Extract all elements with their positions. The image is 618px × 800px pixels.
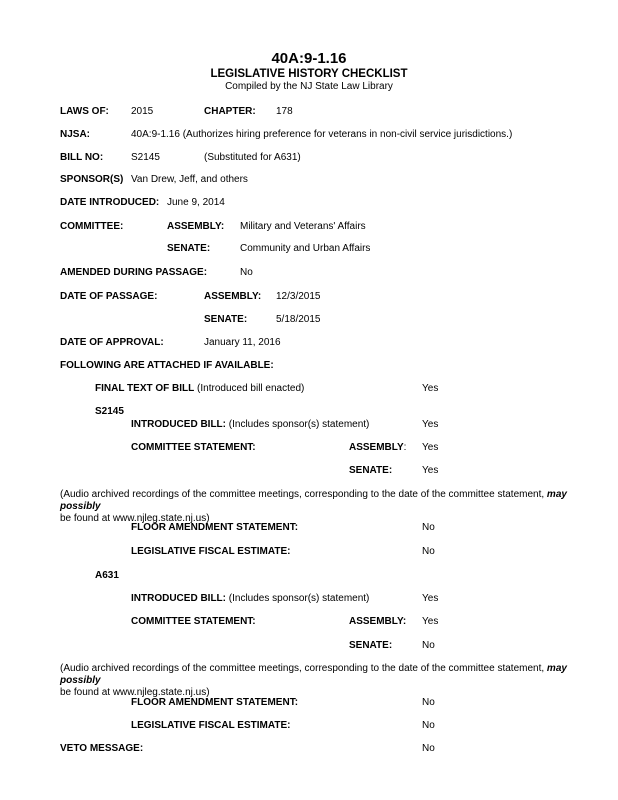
njsa-value: 40A:9-1.16 (Authorizes hiring preference for veterans in non-civil service jurisdictions.) bbox=[131, 129, 513, 140]
bill1-introduced-row bbox=[131, 419, 369, 431]
audio-note-emphasis: may possibly bbox=[60, 663, 567, 686]
passage-assembly-label: ASSEMBLY: bbox=[204, 291, 262, 302]
statute-number: 40A:9-1.16 bbox=[271, 50, 347, 67]
bill2-senate-label: SENATE: bbox=[349, 640, 393, 651]
bill2-floor-amendment-value: No bbox=[422, 697, 435, 708]
amended-value: No bbox=[240, 267, 253, 278]
bill2-introduced-label: INTRODUCED BILL: bbox=[131, 593, 226, 604]
bill1-senate-value: Yes bbox=[422, 465, 439, 476]
committee-assembly-label: ASSEMBLY: bbox=[167, 221, 225, 232]
bill1-introduced-value: Yes bbox=[422, 419, 439, 430]
passage-senate-label: SENATE: bbox=[204, 314, 248, 325]
document-title: LEGISLATIVE HISTORY CHECKLIST bbox=[210, 68, 408, 80]
bill1-assembly-value: Yes bbox=[422, 442, 439, 453]
bill2-fiscal-estimate-label: LEGISLATIVE FISCAL ESTIMATE: bbox=[131, 720, 291, 731]
laws-of-value: 2015 bbox=[131, 106, 154, 117]
audio-note-link-text: be found at www.njleg.state.nj.us) bbox=[60, 513, 210, 524]
final-text-value: Yes bbox=[422, 383, 439, 394]
chapter-label: CHAPTER: bbox=[204, 106, 256, 117]
audio-note-text: (Audio archived recordings of the committee meetings, corresponding to the date of the committee statement, bbox=[60, 663, 545, 674]
attached-heading: FOLLOWING ARE ATTACHED IF AVAILABLE: bbox=[60, 360, 274, 371]
bill1-committee-statement-label: COMMITTEE STATEMENT: bbox=[131, 442, 256, 453]
laws-of-label: LAWS OF: bbox=[60, 106, 109, 117]
committee-label: COMMITTEE: bbox=[60, 221, 124, 232]
compiled-by: Compiled by the NJ State Law Library bbox=[225, 81, 393, 92]
date-of-approval-label: DATE OF APPROVAL: bbox=[60, 337, 164, 348]
bill-no-value: S2145 bbox=[131, 152, 160, 163]
chapter-value: 178 bbox=[276, 106, 293, 117]
committee-senate-value: Community and Urban Affairs bbox=[240, 243, 371, 254]
bill2-assembly-label: ASSEMBLY: bbox=[349, 616, 407, 627]
bill1-introduced-label: INTRODUCED BILL: bbox=[131, 419, 226, 430]
bill1-floor-amendment-label: FLOOR AMENDMENT STATEMENT: bbox=[131, 522, 299, 533]
date-of-passage-label: DATE OF PASSAGE: bbox=[60, 291, 158, 302]
passage-senate-value: 5/18/2015 bbox=[276, 314, 321, 325]
bill1-fiscal-estimate-value: No bbox=[422, 546, 435, 557]
audio-note-emphasis: may possibly bbox=[60, 489, 567, 512]
bill2-name: A631 bbox=[95, 570, 119, 581]
bill2-senate-value: No bbox=[422, 640, 435, 651]
bill1-assembly-row bbox=[349, 442, 406, 454]
veto-message-label: VETO MESSAGE: bbox=[60, 743, 144, 754]
final-text-note: (Introduced bill enacted) bbox=[197, 383, 305, 394]
veto-message-value: No bbox=[422, 743, 435, 754]
audio-note-text: (Audio archived recordings of the committee meetings, corresponding to the date of the committee statement, bbox=[60, 489, 545, 500]
bill1-name: S2145 bbox=[95, 406, 124, 417]
amended-label: AMENDED DURING PASSAGE: bbox=[60, 267, 208, 278]
bill2-committee-statement-label: COMMITTEE STATEMENT: bbox=[131, 616, 256, 627]
bill1-assembly-label: ASSEMBLY bbox=[349, 442, 404, 453]
audio-note-link-text: be found at www.njleg.state.nj.us) bbox=[60, 687, 210, 698]
bill1-senate-label: SENATE: bbox=[349, 465, 393, 476]
date-of-approval-value: January 11, 2016 bbox=[204, 337, 281, 348]
final-text-label: FINAL TEXT OF BILL bbox=[95, 383, 195, 394]
date-introduced-label: DATE INTRODUCED: bbox=[60, 197, 160, 208]
bill1-fiscal-estimate-label: LEGISLATIVE FISCAL ESTIMATE: bbox=[131, 546, 291, 557]
bill2-floor-amendment-label: FLOOR AMENDMENT STATEMENT: bbox=[131, 697, 299, 708]
audio-note-2 bbox=[60, 663, 610, 699]
bill2-introduced-row bbox=[131, 593, 369, 605]
committee-assembly-value: Military and Veterans' Affairs bbox=[240, 221, 366, 232]
bill1-floor-amendment-value: No bbox=[422, 522, 435, 533]
audio-note-1 bbox=[60, 489, 610, 525]
bill2-introduced-note: (Includes sponsor(s) statement) bbox=[228, 593, 370, 604]
bill1-assembly-colon: : bbox=[403, 442, 407, 453]
passage-assembly-value: 12/3/2015 bbox=[276, 291, 321, 302]
bill2-introduced-value: Yes bbox=[422, 593, 439, 604]
njsa-label: NJSA: bbox=[60, 129, 91, 140]
sponsors-value: Van Drew, Jeff, and others bbox=[131, 174, 248, 185]
bill-substitution: (Substituted for A631) bbox=[204, 152, 301, 163]
bill2-fiscal-estimate-value: No bbox=[422, 720, 435, 731]
bill2-assembly-value: Yes bbox=[422, 616, 439, 627]
bill-no-label: BILL NO: bbox=[60, 152, 104, 163]
committee-senate-label: SENATE: bbox=[167, 243, 211, 254]
sponsors-label: SPONSOR(S) bbox=[60, 174, 124, 185]
bill1-introduced-note: (Includes sponsor(s) statement) bbox=[228, 419, 370, 430]
final-text-row bbox=[95, 383, 304, 395]
date-introduced-value: June 9, 2014 bbox=[167, 197, 225, 208]
